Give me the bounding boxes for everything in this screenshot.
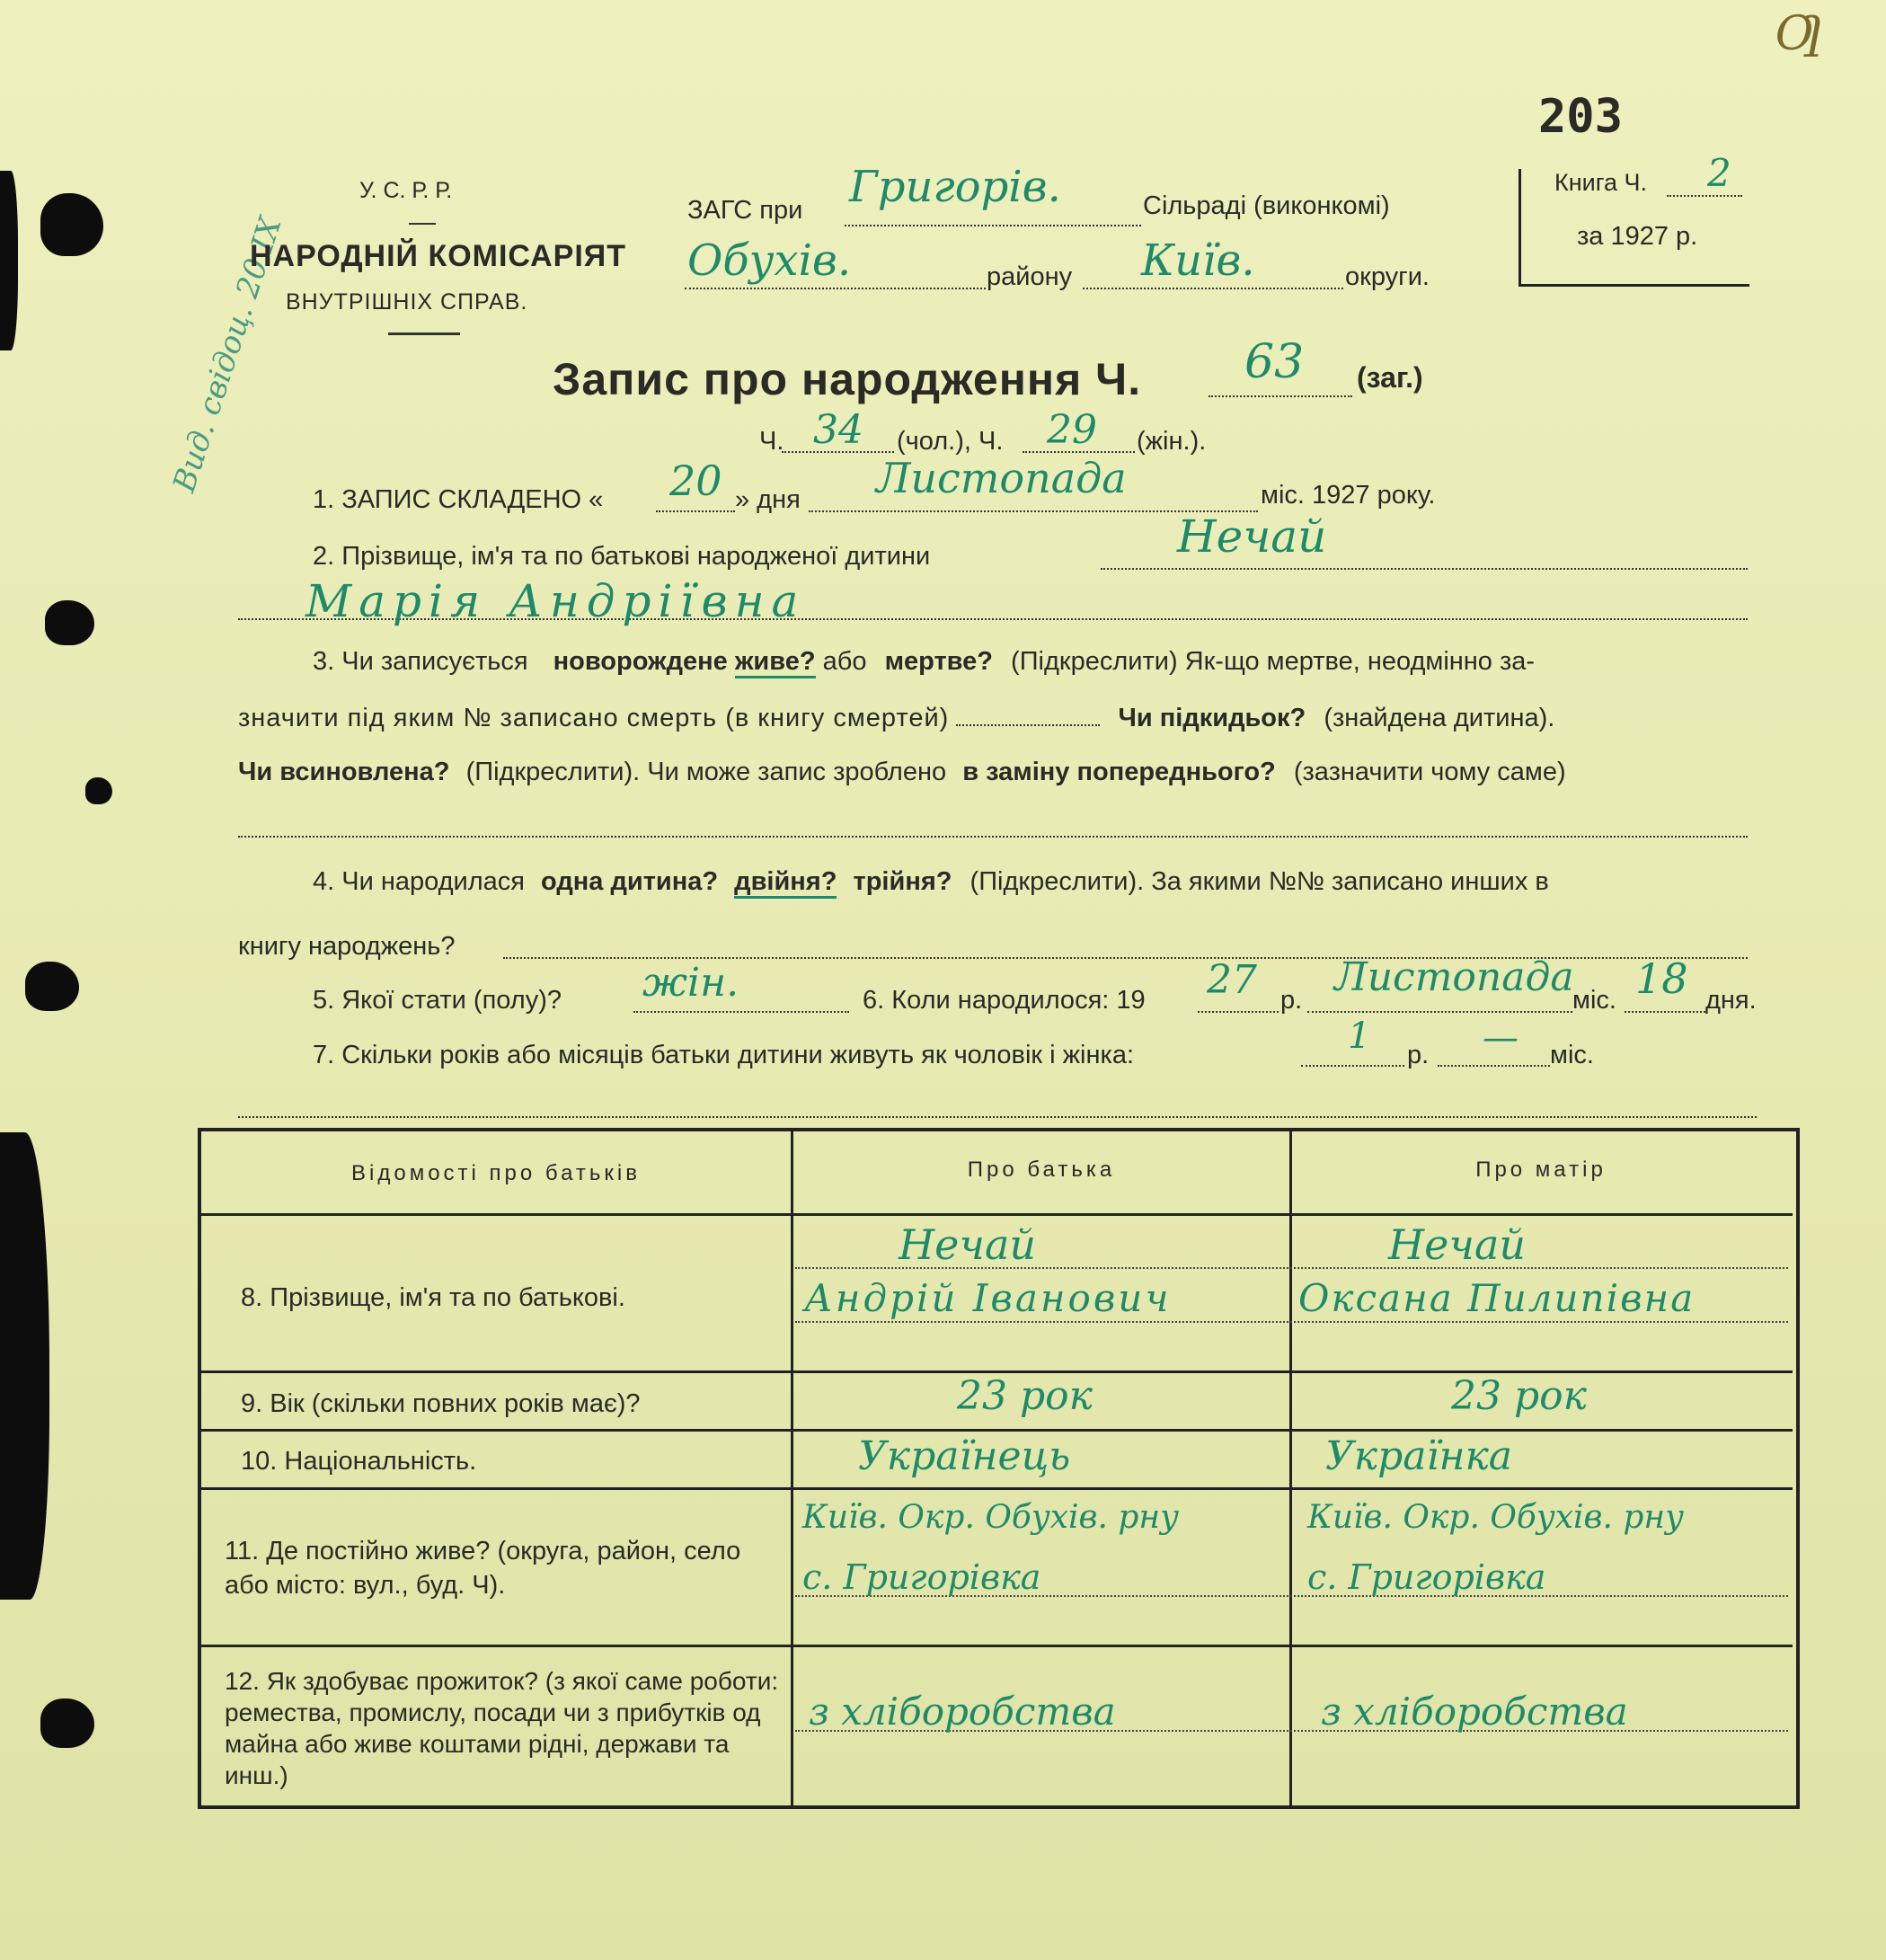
republic-label: У. С. Р. Р. [359, 178, 453, 203]
item3-a: 3. Чи записується [313, 647, 528, 676]
zags-prefix: ЗАГС при [687, 196, 803, 225]
father-nationality: Українець [858, 1433, 1071, 1479]
village-name: Григорів. [849, 162, 1061, 212]
item3-h: Чи підкидьок? [1118, 704, 1306, 732]
birth-month: Листопада [1334, 954, 1574, 1000]
binder-hole [40, 193, 103, 256]
count-ch-label: Ч. [759, 427, 784, 456]
table-row-divider [201, 1487, 1793, 1490]
book-year: за 1927 р. [1577, 222, 1698, 251]
item7-months: — [1483, 1017, 1519, 1059]
item1-month: Листопада [876, 454, 1127, 502]
birth-day: 18 [1635, 954, 1688, 1003]
item1-mid: » дня [735, 485, 801, 514]
child-name: Марія Андріївна [305, 575, 806, 627]
record-title-suffix: (заг.) [1357, 361, 1423, 394]
row-label-age: 9. Вік (скільки повних років має)? [241, 1389, 641, 1418]
mother-nationality: Українка [1325, 1433, 1513, 1479]
row-label-nationality: 10. Національність. [241, 1447, 477, 1476]
district-label: району [987, 262, 1073, 291]
row-label-occupation [225, 1665, 782, 1791]
item7-field-2 [238, 1107, 1757, 1118]
mother-occupation: з хліборобства [1321, 1690, 1628, 1734]
item6-label: 6. Коли народилося: 19 [863, 986, 1146, 1015]
record-title: Запис про народження Ч. [553, 354, 1142, 404]
item4-b: одна дитина? [541, 867, 719, 896]
item6-r: р. [1280, 986, 1303, 1015]
item3-d: або [822, 647, 867, 676]
binder-hole [45, 600, 94, 645]
okrug-label: округи. [1345, 262, 1430, 291]
item3-j: Чи всиновлена? [238, 758, 450, 786]
table-col-divider [1289, 1131, 1292, 1805]
row-label-occupation-text: 12. Як здобуває прожиток? (з якої саме роботи: ремества, промислу, посади чи з прибутків од майна або живе коштами рідні, держави та инш.) [225, 1667, 779, 1789]
writing-line [795, 1321, 1788, 1323]
item3-b: новорождене [553, 647, 728, 676]
item1-day: 20 [669, 457, 722, 505]
binder-hole [0, 171, 18, 350]
row-label-residence-text: 11. Де постійно живе? (округа, район, село або місто: вул., буд. Ч). [225, 1537, 741, 1600]
father-residence-1: Київ. Окр. Обухів. рну [802, 1499, 1180, 1536]
binder-hole [40, 1698, 94, 1748]
binder-hole [85, 777, 112, 804]
binder-hole [25, 962, 79, 1011]
district-name: Обухів. [687, 235, 852, 286]
child-surname: Нечай [1177, 510, 1327, 563]
item4-c: двійня? [734, 867, 837, 899]
record-number: 63 [1244, 335, 1305, 389]
birth-year: 27 [1207, 957, 1257, 1003]
row-label-residence [225, 1534, 782, 1602]
margin-note: Вид. свідоц. 20.IX [166, 212, 289, 497]
item5-label: 5. Якої стати (полу)? [313, 986, 562, 1015]
page-number: 203 [1538, 90, 1623, 144]
male-label: (чол.), Ч. [897, 427, 1004, 456]
item3-e: мертве? [884, 647, 993, 676]
female-label: (жін.). [1137, 427, 1207, 456]
item3-death-field [956, 708, 1100, 726]
torn-edge [0, 1132, 49, 1600]
table-header-father: Про батька [967, 1157, 1116, 1182]
book-label: Книга Ч. [1554, 169, 1647, 196]
item3-line1 [313, 647, 1535, 677]
item3-g: значити під яким № записано смерть (в книгу смертей) [238, 704, 950, 732]
item1-label: 1. ЗАПИС СКЛАДЕНО « [313, 485, 604, 514]
item6-dnia: дня. [1705, 986, 1757, 1015]
item7-r: р. [1407, 1041, 1430, 1069]
item3-i: (знайдена дитина). [1324, 704, 1555, 732]
item4-a: 4. Чи народилася [313, 867, 525, 896]
zags-suffix: Сільраді (виконкомі) [1143, 191, 1390, 220]
item1-end: міс. 1927 року. [1261, 481, 1436, 510]
father-age: 23 рок [957, 1373, 1093, 1419]
item7-label: 7. Скільки років або місяців батьки дитини живуть як чоловік і жінка: [313, 1041, 1135, 1069]
table-header-info: Відомості про батьків [351, 1161, 641, 1185]
item7-years: 1 [1348, 1015, 1371, 1057]
item3-k: (Підкреслити). Чи може запис зроблено [465, 758, 947, 786]
mother-name: Оксана Пилипівна [1298, 1276, 1696, 1320]
item3-c: живе? [735, 647, 816, 678]
okrug-name: Київ. [1141, 235, 1255, 286]
father-surname: Нечай [899, 1220, 1037, 1269]
row-label-name: 8. Прізвище, ім'я та по батькові. [241, 1283, 625, 1312]
department-label: ВНУТРІШНІХ СПРАВ. [286, 289, 528, 315]
item3-field-3 [238, 827, 1748, 838]
mother-age: 23 рок [1451, 1373, 1587, 1419]
table-row-divider [201, 1213, 1793, 1216]
father-residence-2: с. Григорівка [802, 1557, 1041, 1597]
item4-f: книгу народжень? [238, 932, 456, 961]
item4-line1 [313, 867, 1549, 897]
father-name: Андрій Іванович [804, 1276, 1172, 1320]
corner-mark: Ƣ [1775, 7, 1824, 61]
item3-line2 [238, 704, 1554, 733]
table-row-divider [201, 1645, 1793, 1647]
mother-residence-1: Київ. Окр. Обухів. рну [1307, 1499, 1685, 1536]
mother-surname: Нечай [1388, 1220, 1527, 1269]
item4-e: (Підкреслити). За якими №№ записано инших в [970, 867, 1549, 896]
divider [409, 223, 436, 225]
item4-d: трійня? [853, 867, 952, 896]
mother-residence-2: с. Григорівка [1307, 1557, 1546, 1597]
item3-l: в заміну попереднього? [962, 758, 1276, 786]
female-count: 29 [1047, 407, 1097, 453]
item3-m: (зазначити чому саме) [1293, 758, 1566, 786]
book-number: 2 [1707, 151, 1731, 195]
table-header-mother: Про матір [1475, 1157, 1607, 1182]
item3-f: (Підкреслити) Як-що мертве, неодмінно за- [1011, 647, 1536, 676]
item7-mis: міс. [1550, 1041, 1594, 1069]
divider [388, 333, 460, 335]
child-sex: жін. [642, 960, 739, 1006]
father-occupation: з хліборобства [809, 1690, 1116, 1734]
item6-mis: міс. [1572, 986, 1616, 1015]
male-count: 34 [813, 407, 863, 453]
item3-line3 [238, 758, 1566, 787]
commissariat-title: НАРОДНІЙ КОМІСАРІЯТ [250, 239, 626, 273]
item2-label: 2. Прізвище, ім'я та по батькові народженої дитини [313, 542, 931, 571]
table-row-divider [201, 1429, 1793, 1432]
table-col-divider [791, 1131, 793, 1805]
